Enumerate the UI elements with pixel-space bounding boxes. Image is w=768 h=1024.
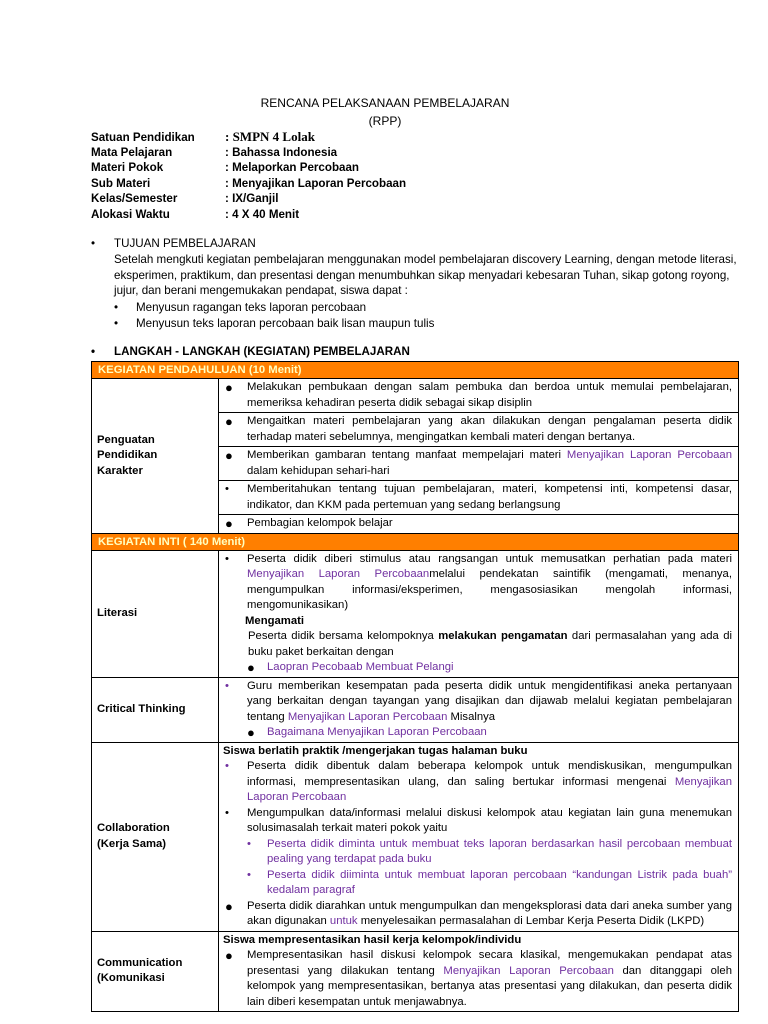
table-row: [92, 379, 739, 413]
table-cell: • Peserta didik diberi stimulus atau rangsangan untuk memusatkan perhatian pada materi Menyajikan Laporan Percobaanmelalui pendekatan saintifik (mengamati, menanya, mengumpulkan informasi/eksperimen, mengasosiasikan mengolah informasi, mengomunikasikan) Mengamati Peserta didik bersama kelompoknya melakukan pengamatan dari permasalahan yang ada di buku paket berkaitan dengan ● Laopran Pecobaab Membuat Pelangi: [219, 550, 739, 677]
list-item: • Menyusun teks laporan percobaan baik lisan maupun tulis: [114, 316, 435, 330]
info-row: [91, 129, 406, 145]
table-cell: ● Melakukan pembukaan dengan salam pembuka dan berdoa untuk memulai pembelajaran, memeriksa kehadiran peserta didik sebagai sikap disiplin: [219, 379, 739, 413]
inti-header-row: [92, 533, 739, 550]
info-label: Satuan Pendidikan: [91, 131, 195, 144]
list-item: Memberitahukan tentang tujuan pembelajaran, materi, kompetensi inti, kompetensi dasar, indikator, dan KKM pada pertemuan yang sedang berlangsung: [247, 483, 732, 511]
tujuan-line: Setelah mengkuti kegiatan pembelajaran menggunakan model pembelajaran discovery Learning, dengan metode literasi,: [114, 253, 737, 266]
info-row: [91, 207, 406, 223]
table-cell: • Guru memberikan kesempatan pada peserta didik untuk mengidentifikasi aneka pertanyaan yang berkaitan dengan tayangan yang disajikan dan dijawab melalui kegiatan pembelajaran tentang Menyajikan Laporan Percobaan Misalnya ● Bagaimana Menyajikan Laporan Percobaan: [219, 677, 739, 742]
pendahuluan-header: KEGIATAN PENDAHULUAN (10 Menit): [92, 362, 739, 379]
table-cell: ● Mengaitkan materi pembelajaran yang akan dilakukan dengan pengalaman peserta didik terhadap materi sebelumnya, mengingatkan kembali materi dengan bertanya.: [219, 413, 739, 447]
info-value: : Melaporkan Percobaan: [225, 161, 360, 174]
info-value: : IX/Ganjil: [225, 192, 279, 205]
table-cell: Siswa mempresentasikan hasil kerja kelompok/individu ● Mempresentasikan hasil diskusi kelompok secara klasikal, mengemukakan pendapat atas presentasi yang dilakukan tentang Menyajikan Laporan Percobaan dan ditanggapi oleh kelompok yang mempresentasikan, bertanya atas presentasi yang dilakukan, dan peserta didik lain diberi kesempatan untuk menjawabnya.: [219, 931, 739, 1012]
info-row: [91, 160, 406, 176]
list-item: Guru memberikan kesempatan pada peserta didik untuk mengidentifikasi aneka pertanyaan yang berkaitan dengan tayangan yang disajikan dan dijawab melalui kegiatan pembelajaran tentang Menyajikan Laporan Percobaan Misalnya: [247, 679, 732, 723]
info-label: Kelas/Semester: [91, 192, 178, 205]
info-value: : 4 X 40 Menit: [225, 207, 300, 221]
info-value: : Menyajikan Laporan Percobaan: [225, 176, 407, 190]
info-row: [91, 145, 406, 161]
row-label-critical: Critical Thinking: [92, 677, 219, 742]
table-row: [92, 931, 739, 1012]
doc-title: RENCANA PELAKSANAAN PEMBELAJARAN: [260, 96, 510, 110]
tujuan-list: [114, 300, 434, 331]
info-label: Sub Materi: [91, 176, 151, 190]
tujuan-paragraph: [114, 252, 737, 299]
table-row: [92, 677, 739, 742]
pendahuluan-header-row: [92, 362, 739, 379]
langkah-heading: • LANGKAH - LANGKAH (KEGIATAN) PEMBELAJARAN: [91, 345, 410, 358]
comm-heading: Siswa mempresentasikan hasil kerja kelompok/individu: [223, 933, 522, 946]
mengamati-label: Mengamati: [245, 614, 305, 627]
info-label: Mata Pelajaran: [91, 145, 173, 159]
list-item: Melakukan pembukaan dengan salam pembuka dan berdoa untuk memulai pembelajaran, memeriksa kehadiran peserta didik sebagai sikap disiplin: [247, 381, 732, 409]
tujuan-line: jujur, dan berani mengemukakan pendapat, siswa dapat :: [114, 284, 408, 298]
list-item: Mengumpulkan data/informasi melalui diskusi kelompok atau kegiatan lain guna menemukan solusimasalah terkait materi pokok yaitu: [247, 806, 732, 834]
list-item: Mengaitkan materi pembelajaran yang akan dilakukan dengan pengalaman peserta didik terhadap materi sebelumnya, mengingatkan kembali materi dengan bertanya.: [247, 415, 732, 443]
info-label: Alokasi Waktu: [91, 207, 170, 221]
mengamati-text: Peserta didik bersama kelompoknya melakukan pengamatan dari permasalahan yang ada di buku paket berkaitan dengan: [248, 630, 732, 658]
sub-list-item: • Peserta didik diminta untuk membuat teks laporan berdasarkan hasil percobaan membuat pealing yang terdapat pada buku: [247, 837, 732, 865]
kegiatan-table: [91, 361, 739, 1012]
inti-header: KEGIATAN INTI ( 140 Menit): [92, 533, 739, 550]
row-label-collaboration: Collaboration (Kerja Sama): [92, 742, 219, 931]
table-cell: ● Pembagian kelompok belajar: [219, 515, 739, 534]
doc-subtitle: (RPP): [368, 114, 402, 128]
list-item: Mempresentasikan hasil diskusi kelompok secara klasikal, mengemukakan pendapat atas presentasi yang dilakukan tentang Menyajikan Laporan Percobaan dan ditanggapi oleh kelompok yang mempresentasikan, bertanya atas presentasi yang dilakukan, dan peserta didik lain diberi kesempatan untuk menjawabnya.: [247, 949, 732, 1008]
sub-list-item: ● Laopran Pecobaab Membuat Pelangi: [247, 660, 454, 675]
table-row: [92, 742, 739, 931]
list-item: Memberikan gambaran tentang manfaat mempelajari materi Menyajikan Laporan Percobaan dalam kehidupan sehari-hari: [247, 449, 732, 477]
sub-list-item: ● Bagaimana Menyajikan Laporan Percobaan: [247, 725, 487, 740]
row-label-communication: Communication (Komunikasi: [92, 931, 219, 1012]
row-label-karakter: Penguatan Pendidikan Karakter: [92, 379, 219, 534]
table-cell: • Memberitahukan tentang tujuan pembelajaran, materi, kompetensi inti, kompetensi dasar, indikator, dan KKM pada pertemuan yang sedang berlangsung: [219, 481, 739, 515]
tujuan-heading: • TUJUAN PEMBELAJARAN: [91, 237, 256, 250]
info-value: : SMPN 4 Lolak: [225, 129, 315, 144]
list-item: Pembagian kelompok belajar: [247, 517, 393, 529]
info-row: [91, 176, 406, 192]
list-item: Peserta didik dibentuk dalam beberapa kelompok untuk mendiskusikan, mengumpulkan informasi, mempresentasikan ulang, dan saling bertukar informasi mengenai Menyajikan Laporan Percobaan: [247, 760, 732, 803]
sub-list-item: • Peserta didik diiminta untuk membuat laporan percobaan “kandungan Listrik pada buah” kedalam paragraf: [247, 868, 732, 896]
identity-block: [91, 129, 406, 222]
collab-heading: Siswa berlatih praktik /mengerjakan tugas halaman buku: [223, 744, 528, 757]
info-label: Materi Pokok: [91, 161, 164, 174]
list-item: Peserta didik diarahkan untuk mengumpulkan dan mengeksplorasi data dari aneka sumber yang akan digunakan untuk menyelesaikan permasalahan di Lembar Kerja Peserta Didik (LKPD): [247, 899, 732, 927]
table-cell: Siswa berlatih praktik /mengerjakan tugas halaman buku • Peserta didik dibentuk dalam beberapa kelompok untuk mendiskusikan, mengumpulkan informasi, mempresentasikan ulang, dan saling bertukar informasi mengenai Menyajikan Laporan Percobaan • Mengumpulkan data/informasi melalui diskusi kelompok atau kegiatan lain guna menemukan solusimasalah terkait materi pokok yaitu • Peserta didik diminta untuk membuat teks laporan berdasarkan hasil percobaan membuat pealing yang terdapat pada buku • Peserta didik diiminta untuk membuat laporan percobaan “kandungan Listrik pada buah” kedalam paragraf ● Peserta didik diarahkan untuk mengumpulkan dan mengeksplorasi data dari aneka sumber yang akan digunakan untuk menyelesaikan permasalahan di Lembar Kerja Peserta Didik (LKPD): [219, 742, 739, 931]
table-row: [92, 550, 739, 677]
tujuan-line: eksperimen, praktikum, dan presentasi dengan menumbuhkan sikap menyadari kebesaran Tuhan, sikap gotong royong,: [114, 268, 730, 282]
table-cell: ● Memberikan gambaran tentang manfaat mempelajari materi Menyajikan Laporan Percobaan dalam kehidupan sehari-hari: [219, 447, 739, 481]
row-label-literasi: Literasi: [92, 550, 219, 677]
list-item: Peserta didik diberi stimulus atau rangsangan untuk memusatkan perhatian pada materi Menyajikan Laporan Percobaanmelalui pendekatan saintifik (mengamati, menanya, mengumpulkan informasi/eksperimen, mengasosiasikan mengolah informasi, mengomunikasikan): [247, 552, 732, 611]
info-row: [91, 191, 406, 207]
info-value: : Bahassa Indonesia: [225, 145, 338, 159]
list-item: • Menyusun ragangan teks laporan percobaan: [114, 301, 367, 314]
